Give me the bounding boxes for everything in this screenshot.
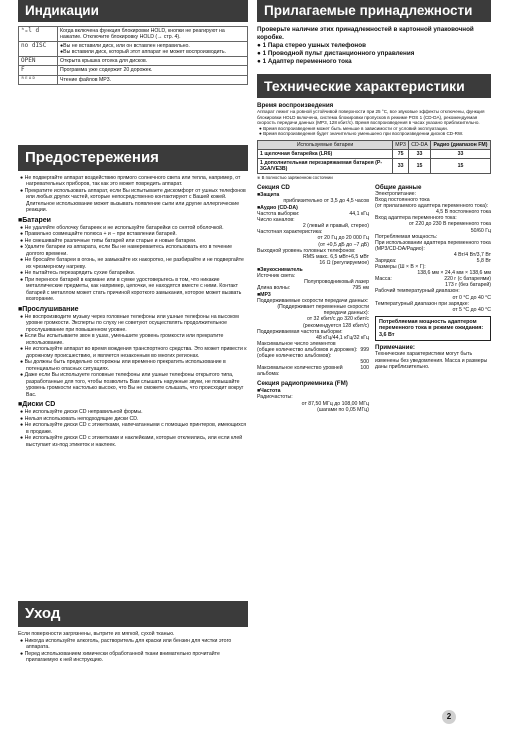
spec-value: от 220 до 230 В переменного тока	[408, 221, 491, 228]
list-item: ● Перед использованием химически обработанной ткани внимательно прочитайте прилагаемую к ней инструкцию.	[20, 650, 220, 663]
list-item: ● 1 Проводной пульт дистанционного управления	[257, 50, 415, 57]
care-intro: Если поверхности загрязнены, вытрите их мягкой, сухой тканью.	[18, 631, 175, 637]
table-row	[19, 57, 248, 66]
spec-value: 48 кГц/44,1 кГц/32 кГц	[316, 334, 369, 341]
spec-value: 500	[360, 359, 369, 366]
spec-row	[257, 260, 369, 266]
indication-text: Программа уже содержит 20 дорожек.	[58, 66, 248, 75]
spec-value: 50/60 Гц	[470, 227, 491, 234]
indication-text: Чтение файлов MP3.	[58, 75, 248, 84]
list-item: ● 1 Пара стерео ушных телефонов	[257, 42, 366, 49]
spec-value: 2 (левый и правый, стерео)	[302, 223, 369, 230]
precautions-header: Предостережения	[18, 145, 248, 171]
standby-power-box: Потребляемая мощность адаптером переменного тока в режиме ожидания: 3,6 Вт	[375, 316, 491, 342]
page-number: 2	[442, 710, 456, 724]
care-header: Уход	[18, 601, 248, 627]
spec-columns	[257, 183, 491, 413]
table-row	[19, 27, 248, 42]
spec-row	[257, 304, 369, 316]
pickup-title: ■Звукосниматель	[257, 266, 303, 273]
table-row	[258, 158, 491, 173]
list-item: ● Не используйте диски CD с этикетками и наклейками, которые отклеились, или если клей выступает из-под этикеток и наклеек.	[20, 435, 243, 448]
list-item: ● Прекратите использовать аппарат, если Вы испытываете дискомфорт от ушных телефонов или любых других частей, которые непосредственно контактируют с Вашей кожей. Длительное использование может вызывать появление сыпи или другие аллергические реакции.	[20, 187, 246, 214]
table-header-row	[258, 140, 491, 149]
spec-value: от 20 Гц до 20 000 Гц	[317, 235, 369, 242]
spec-value: RMS макс. 6,5 мВт+6,5 мВт	[302, 253, 369, 260]
spec-value: Полупроводниковый лазер	[304, 279, 369, 285]
table-row	[19, 42, 248, 57]
spec-label: Поддерживаемые скорости передачи данных:	[257, 298, 369, 305]
spec-label: Максимальное число элементов	[257, 340, 336, 347]
freq-title: ■Частота	[257, 388, 281, 395]
step-value: (шагами по 0,05 МГц)	[317, 406, 369, 413]
spec-right-column	[375, 183, 491, 413]
list-item: ● Не подвергайте аппарат воздействию прямого солнечного света или тепла, например, от нагревательных приборов, так как это может повредить аппарат.	[20, 174, 241, 188]
spec-value: 44,1 кГц	[349, 211, 369, 218]
list-item: ● Нельзя использовать неподходящие диски CD.	[20, 415, 139, 422]
spec-value: 4,5 В постоянного тока	[435, 209, 491, 216]
table-cell: 75	[393, 149, 409, 158]
column-header: MP3	[393, 140, 409, 149]
list-item: ● Никогда используйте алкоголь, растворитель для краски или бензин для чистки этого аппарата.	[20, 637, 232, 650]
spec-value: 138,6 мм × 24,4 мм × 138,6 мм	[417, 270, 491, 277]
range-value: от 87,50 МГц до 108,00 МГц	[301, 400, 369, 407]
list-item: ● Время воспроизведения будет значительно уменьшено при воспроизведении дисков CD-RW.	[259, 131, 464, 137]
spec-label: (от прилагаемого адаптера переменного тока):	[375, 203, 489, 210]
spec-label: Размеры (Ш × В × Г):	[375, 264, 426, 271]
spec-label: Вход адаптера переменного тока:	[375, 215, 457, 222]
table-cell: 1 дополнительная перезаряжаемая батарея (P-3GA/VE3B)	[258, 158, 393, 173]
table-cell: 33	[409, 149, 431, 158]
radio-section-title: Секция радиоприемника (FM)	[257, 380, 348, 388]
right-column	[257, 0, 491, 413]
audio-rows	[257, 211, 369, 266]
list-item: ● Время воспроизведения может быть меньше в зависимости от условий эксплуатации.	[259, 125, 448, 131]
spec-label: (общее количество альбомов и дорожек):	[257, 346, 358, 353]
table-row	[19, 66, 248, 75]
list-item: ● Не смешивайте различные типы батарей или старые и новые батареи.	[20, 237, 197, 244]
indications-header: Индикации	[18, 0, 248, 22]
list-item: ● Вы должны быть предельно осторожны или временно прекратить использование в потенциально опасных ситуациях.	[20, 359, 226, 372]
lcd-glyph: OPEN	[19, 57, 58, 66]
lcd-glyph: F	[19, 66, 58, 75]
spec-label: Частотная характеристика:	[257, 229, 323, 236]
table-footnote: ※ В полностью заряженном состоянии	[257, 174, 333, 180]
indications-table	[18, 26, 248, 85]
note-text: Технические характеристики могут быть изменены без уведомления. Масса и размеры даны приблизительно.	[375, 351, 488, 371]
spec-value: (рекомендуется 128 кбит/с)	[303, 322, 369, 329]
spec-label: Рабочий температурный диапазон:	[375, 288, 460, 295]
table-cell: 15	[409, 158, 431, 173]
spec-label: (общее количество альбомов):	[257, 353, 332, 360]
cd-section-title: Секция CD	[257, 183, 290, 191]
skip-title: ■Защита	[257, 191, 280, 198]
spec-value: 5,8 Вт	[476, 258, 491, 264]
spec-label: Длина волны:	[257, 285, 291, 292]
column-header: Радио (диапазон FM)	[430, 140, 490, 149]
spec-label: Вход постоянного тока	[375, 197, 430, 204]
spec-value: 999	[360, 346, 369, 353]
indication-text: Открыта крышка отсека для дисков.	[58, 57, 248, 66]
batteries-title: ■Батареи	[18, 216, 51, 224]
list-item: ● Не бросайте батареи в огонь, не замыкайте их накоротко, не разбирайте и не подвергайте их чрезмерному нагреву.	[20, 257, 244, 270]
spec-value: 220 г (с батареями)	[444, 276, 491, 283]
spec-value: 173 г (без батарей)	[445, 282, 491, 289]
table-row	[19, 75, 248, 84]
spec-label: Температурный диапазон при зарядке:	[375, 300, 470, 307]
table-cell: 33	[430, 149, 490, 158]
spec-label: Выходной уровень головных телефонов:	[257, 247, 356, 254]
skip-value: приблизительно от 3,5 до 4,5 часов	[283, 197, 369, 204]
spec-label: Максимальное количество уровней альбома:	[257, 365, 343, 378]
spec-value: 16 Ω (регулируемое)	[319, 259, 369, 266]
spec-label: (MP3/CD-DA/Радио):	[375, 245, 425, 252]
column-header: Используемые батареи	[258, 140, 393, 149]
table-row	[258, 149, 491, 158]
list-item: ● Не воспроизводите музыку через головные телефоны или ушные телефоны на высоком уровне громкости. Эксперты по слуху не советуют осуществлять продолжительное прослушивание при повышенном уровне.	[20, 313, 239, 333]
spec-row	[257, 365, 369, 377]
spec-label: При использовании адаптера переменного тока	[375, 239, 491, 246]
spec-value: (Поддерживает переменные скорости передачи данных):	[277, 304, 369, 317]
table-cell: 1 щелочная батарейка (LR6)	[258, 149, 393, 158]
spec-label: Частота выборки:	[257, 211, 300, 218]
spec-value: от 32 кбит/с до 320 кбит/с	[306, 316, 369, 323]
accessories-intro: Проверьте наличие этих принадлежностей в картонной упаковочной коробке.	[257, 26, 474, 41]
cd-title: ■Диски CD	[18, 401, 56, 409]
listening-title: ■Прослушивание	[18, 305, 79, 313]
list-item: ● 1 Адаптер переменного тока	[257, 58, 352, 65]
list-item: ● Не удаляйте оболочку батареек и не используйте батарейки со снятой оболочкой.	[20, 224, 224, 231]
left-column	[18, 0, 248, 448]
spec-label: Поддерживаемая частота выборки:	[257, 328, 343, 335]
range-label: Радиочастоты:	[257, 394, 293, 401]
audio-title: ■Аудио (CD-DA)	[257, 205, 298, 212]
mp3-rows	[257, 298, 369, 377]
spec-value: (от +0,5 дБ до −7 дБ)	[318, 241, 369, 248]
playtime-title: Время воспроизведения	[257, 102, 334, 109]
indication-text: ●Вы не вставили диск, или он вставлен неправильно. ●Вы вставили диск, который этот аппарат не может воспроизводить.	[58, 42, 248, 57]
column-header: CD-DA	[409, 140, 431, 149]
table-cell: 33	[393, 158, 409, 173]
specs-header: Технические характеристики	[257, 74, 491, 98]
spec-row	[375, 307, 491, 313]
list-item: ● Даже если Вы используете головные телефоны или ушные телефоны открытого типа, разработанные для того, чтобы позволить Вам слышать наружные звуки, не повышайте уровень громкости настолько высоко, что Вы не сможете слышать, что происходит вокруг Вас.	[20, 372, 244, 398]
spec-label: Потребляемая мощность:	[375, 233, 438, 240]
lcd-glyph: ᴿᴱᴬᴰ	[19, 75, 58, 84]
list-item: ● Если Вы испытываете звон в ушах, уменьшите уровень громкости или прекратите использование.	[20, 333, 224, 346]
spec-value: 100	[360, 365, 369, 372]
battery-table	[257, 140, 491, 174]
spec-value: от 5 °C до 40 °C	[452, 306, 491, 313]
accessories-header: Прилагаемые принадлежности	[257, 0, 491, 22]
list-item: ● Удалите батареи из аппарата, если Вы не намереваетесь использовать его в течение долгого времени.	[20, 244, 233, 257]
list-item: ● Не используйте диски CD с этикетками, напечатанными с помощью принтеров, имеющихся в продаже.	[20, 422, 247, 435]
spec-label: Масса:	[375, 276, 392, 283]
list-item: ● Не пытайтесь перезарядить сухие батарейки.	[20, 270, 136, 277]
list-item: ● Не используйте диски CD неправильной формы.	[20, 409, 143, 416]
spec-value: 795 нм	[352, 285, 369, 292]
list-item: ● Не используйте аппарат во время вождения транспортного средства. Это может привести к дорожному происшествию, и является незаконным во многих регионах.	[20, 346, 247, 359]
spec-label: Зарядка:	[375, 258, 397, 264]
spec-label: Электропитание:	[375, 190, 416, 197]
spec-label: Источник света:	[257, 272, 296, 279]
spec-row	[257, 285, 369, 291]
general-title: Общие данные	[375, 183, 422, 191]
note-title: Примечание:	[375, 344, 415, 352]
list-item: ● Правильно совмещайте полюса + и − при вставлении батарей.	[20, 231, 177, 238]
table-cell: 15	[430, 158, 490, 173]
list-item: ● При переносе батарей в кармане или в сумке удостоверьтесь в том, что никакие металлические предметы, как например, цепочки, не находятся вместе с ними. Контакт батарей с металлом может стать причиной короткого замыкания, которое может вызвать возгорание.	[20, 276, 242, 303]
spec-value: от 0 °C до 40 °C	[452, 294, 491, 301]
spec-label: Число каналов:	[257, 217, 295, 224]
pickup-rows	[257, 273, 369, 291]
lcd-glyph: no dISC	[19, 42, 58, 57]
lcd-glyph: ʰₒl d	[19, 27, 58, 42]
mp3-title: ■MP3	[257, 292, 271, 299]
spec-value: 4 Вт/4 Вт/3,7 Вт	[453, 251, 491, 258]
playtime-text: Аппарат лежит на ровной устойчивой поверхности при 25 °C, все звуковые эффекты отключены, функция блокировки HOLD включена, система блокировки пропусков в режиме POS 1 (CD-DA), рекомендуемая скорость передачи данных (MP3, 128 кбит/с). Время воспроизведения в часах указано приблизительно.	[257, 109, 485, 126]
indication-text: Когда включена функция блокировки HOLD, кнопки не реагируют на нажатие. Отключите блокировку HOLD (→ стр. 4).	[58, 27, 248, 42]
spec-left-column	[257, 183, 369, 413]
general-rows	[375, 191, 491, 313]
care-section	[18, 601, 248, 664]
